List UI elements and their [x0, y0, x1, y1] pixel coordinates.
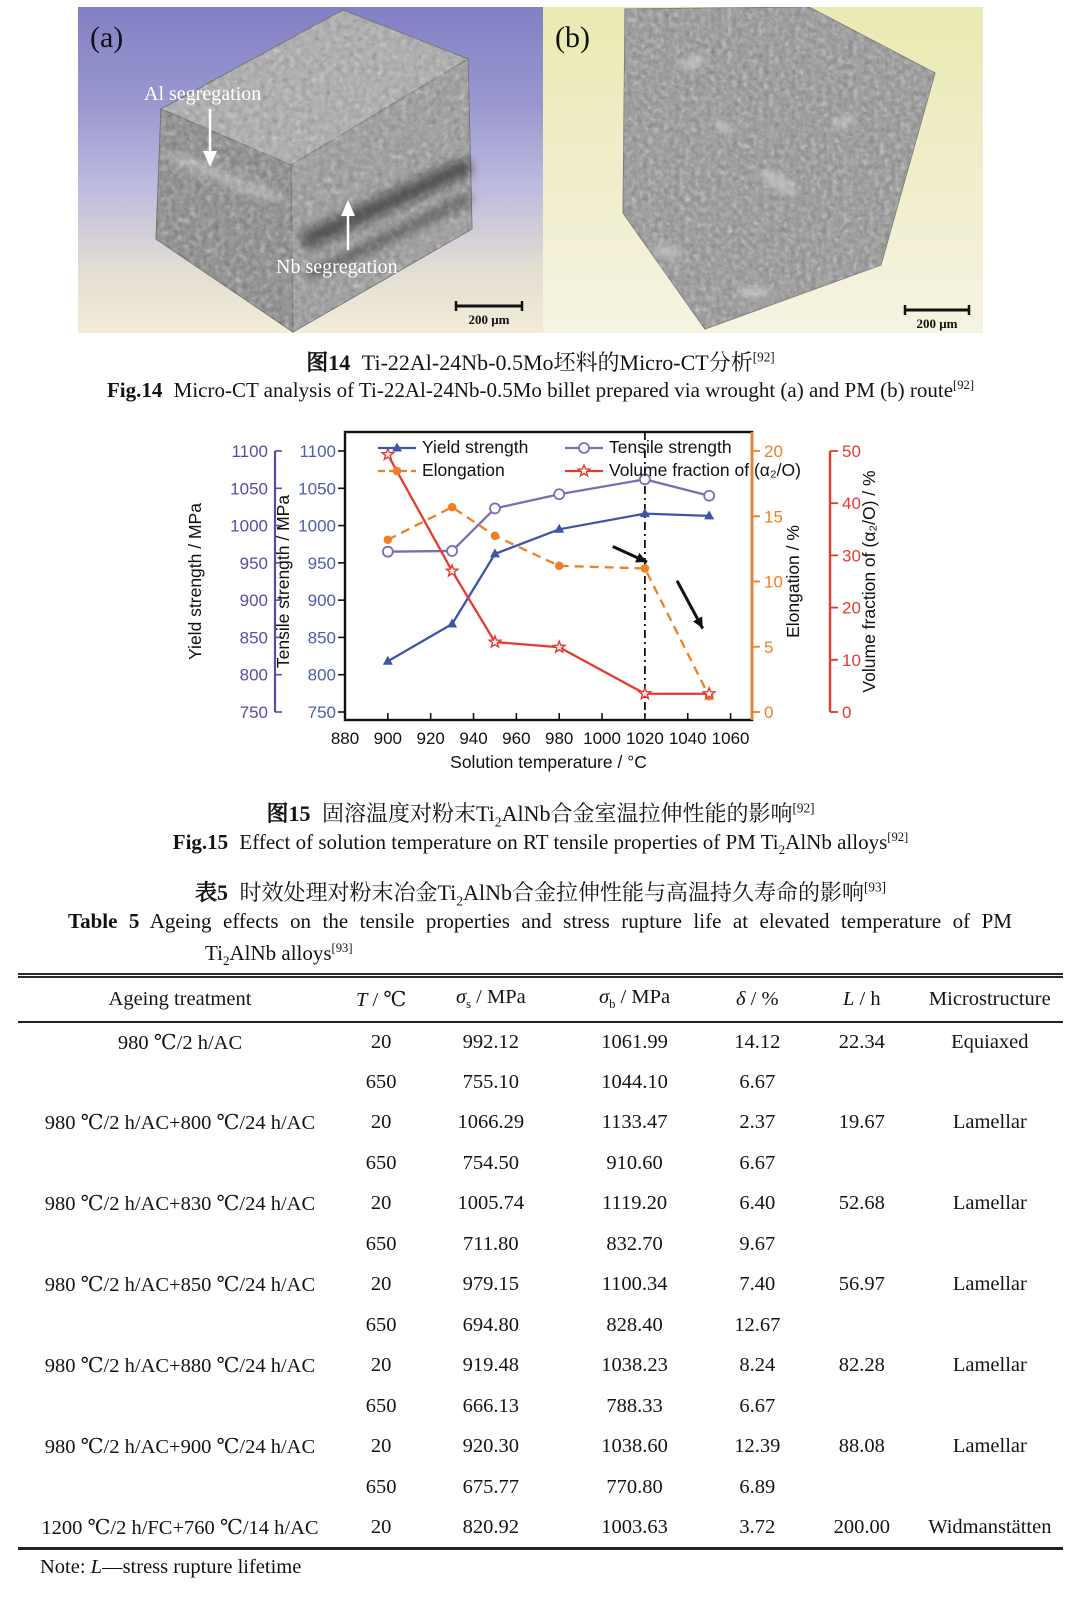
svg-text:1040: 1040 — [668, 729, 707, 748]
table-cell: 6.67 — [739, 1151, 776, 1174]
table-note: Note: L—stress rupture lifetime — [40, 1556, 302, 1578]
table-cell: 650 — [365, 1475, 397, 1498]
svg-text:950: 950 — [307, 553, 336, 573]
table-row — [18, 1386, 1063, 1427]
table-cell — [18, 1224, 342, 1265]
table-cell: 2.37 — [739, 1111, 776, 1134]
micro-ct-panel-a — [78, 7, 543, 333]
panel-a-tag: (a) — [90, 21, 124, 54]
table-cell: 1003.63 — [601, 1515, 668, 1538]
table-cell: 919.48 — [462, 1354, 520, 1377]
table-cell: 3.72 — [739, 1515, 776, 1538]
svg-text:1000: 1000 — [298, 516, 336, 536]
svg-text:0: 0 — [764, 703, 774, 722]
table-cell: 20 — [370, 1111, 392, 1134]
table-cell — [917, 1305, 1063, 1346]
table-cell: Equiaxed — [951, 1030, 1029, 1053]
table-cell: 52.68 — [838, 1192, 885, 1215]
table-cell: 20 — [370, 1030, 392, 1053]
table-cell: 980 ℃/2 h/AC+850 ℃/24 h/AC — [44, 1274, 316, 1297]
table-cell: Lamellar — [952, 1111, 1027, 1134]
table-cell: 711.80 — [463, 1232, 519, 1255]
table-cell — [807, 1305, 917, 1346]
fig15-caption-en: Fig.15 Effect of solution temperature on RT tensile properties of PM $Ti_2AlNb$ alloys[92] — [172, 830, 909, 858]
svg-text:1000: 1000 — [583, 729, 621, 748]
legend-item — [377, 437, 558, 458]
svg-text:1050: 1050 — [298, 479, 336, 499]
column-header: Microstructure — [928, 987, 1051, 1010]
scale-bar-b-label: 200 μm — [916, 316, 958, 331]
legend-label: Elongation — [422, 460, 505, 480]
table-cell: 9.67 — [739, 1232, 776, 1255]
chart-legend — [377, 437, 801, 481]
svg-text:15: 15 — [764, 507, 783, 527]
table-row — [18, 1305, 1063, 1346]
svg-text:10: 10 — [764, 572, 783, 592]
svg-text:940: 940 — [459, 729, 488, 748]
table-cell: 980 ℃/2 h/AC+900 ℃/24 h/AC — [44, 1436, 316, 1459]
svg-text:1050: 1050 — [230, 479, 268, 499]
svg-text:800: 800 — [239, 665, 268, 685]
table-row — [18, 1184, 1063, 1225]
table-cell — [18, 1386, 342, 1427]
table-cell: 12.39 — [734, 1435, 781, 1458]
fig15-caption-zh: 图15 固溶温度对粉末$Ti_2AlNb$合金室温拉伸性能的影响[92] — [266, 800, 815, 830]
table-cell: 992.12 — [462, 1030, 520, 1053]
svg-text:1020: 1020 — [625, 729, 664, 748]
table-row — [18, 1265, 1063, 1306]
table-header — [18, 976, 1063, 1022]
table-cell: 19.67 — [838, 1111, 885, 1134]
table-cell: 650 — [365, 1313, 397, 1336]
svg-text:Solution temperature / °C: Solution temperature / °C — [450, 752, 647, 772]
svg-text:950: 950 — [239, 553, 268, 573]
table-cell — [917, 1143, 1063, 1184]
table-cell: 675.77 — [462, 1475, 520, 1498]
table-cell: 1133.47 — [601, 1111, 668, 1134]
legend-label: Tensile strength — [609, 437, 732, 457]
table-cell: 22.34 — [838, 1030, 885, 1053]
table-cell: 650 — [365, 1070, 397, 1093]
svg-text:0: 0 — [842, 703, 852, 722]
table-cell: 1061.99 — [601, 1030, 668, 1053]
table-cell: 1005.74 — [457, 1192, 525, 1215]
fig14-caption-zh: 图14 Ti-22Al-24Nb-0.5Mo坯料的Micro-CT分析[92] — [306, 349, 775, 375]
svg-text:880: 880 — [330, 729, 360, 748]
svg-text:5: 5 — [764, 637, 774, 657]
svg-text:Tensile strength / MPa: Tensile strength / MPa — [273, 494, 293, 669]
table-cell: 920.30 — [462, 1435, 520, 1458]
table-cell: 980 ℃/2 h/AC+830 ℃/24 h/AC — [44, 1193, 316, 1216]
table-cell: 980 ℃/2 h/AC+880 ℃/24 h/AC — [44, 1355, 316, 1378]
table-cell: Lamellar — [952, 1354, 1027, 1377]
table-cell: 12.67 — [734, 1313, 781, 1336]
table-cell: 6.67 — [739, 1394, 776, 1417]
svg-text:920: 920 — [416, 729, 445, 748]
table-cell: 788.33 — [606, 1394, 663, 1417]
table-cell: 980 ℃/2 h/AC+800 ℃/24 h/AC — [44, 1112, 316, 1135]
table-cell: Widmanstätten — [928, 1515, 1052, 1538]
table-cell: 200.00 — [833, 1515, 890, 1538]
table-cell: 828.40 — [606, 1313, 663, 1336]
table5-caption-zh: 表5 时效处理对粉末冶金$Ti_2AlNb$合金拉伸性能与高温持久寿命的影响[93] — [195, 879, 886, 909]
table-row — [18, 1062, 1063, 1103]
table-cell — [18, 1305, 342, 1346]
table-cell: Lamellar — [952, 1273, 1027, 1296]
table-row — [18, 1143, 1063, 1184]
table-cell: 20 — [370, 1354, 392, 1377]
column-header: L / h — [842, 987, 881, 1010]
svg-text:960: 960 — [502, 729, 531, 748]
svg-text:Elongation / %: Elongation / % — [783, 525, 803, 638]
svg-text:30: 30 — [842, 546, 861, 566]
table-cell: 980 ℃/2 h/AC — [117, 1031, 243, 1054]
table-cell — [18, 1467, 342, 1508]
svg-text:800: 800 — [307, 665, 336, 685]
table-cell: 20 — [370, 1192, 392, 1215]
svg-text:750: 750 — [307, 703, 336, 722]
figure15-chart — [185, 424, 890, 776]
table-row — [18, 1427, 1063, 1468]
svg-text:50: 50 — [842, 442, 861, 461]
table-cell: 6.40 — [739, 1192, 776, 1215]
scale-bar-a-label: 200 μm — [468, 312, 510, 327]
table-row — [18, 1467, 1063, 1508]
column-header: Ageing treatment — [108, 987, 252, 1010]
table-cell — [917, 1224, 1063, 1265]
svg-text:1060: 1060 — [711, 729, 750, 748]
svg-text:40: 40 — [842, 494, 861, 514]
table-cell: 1038.60 — [601, 1435, 668, 1458]
table-cell: 770.80 — [606, 1475, 663, 1498]
table-cell: 20 — [370, 1515, 392, 1538]
table-cell: 650 — [365, 1151, 397, 1174]
nb-segregation-label: Nb segregation — [276, 256, 398, 278]
table-cell — [917, 1062, 1063, 1103]
svg-text:1100: 1100 — [299, 442, 336, 461]
fig14-caption-en: Fig.14 Micro-CT analysis of Ti-22Al-24Nb-0.5Mo billet prepared via wrought (a) and PM (b) route[92] — [106, 378, 975, 402]
column-header: δ / % — [736, 987, 779, 1010]
legend-label: Volume fraction of (α₂/O) — [609, 460, 801, 480]
svg-text:Volume fraction of (α₂/O) / %: Volume fraction of (α₂/O) / % — [859, 470, 879, 693]
svg-text:850: 850 — [307, 628, 336, 648]
column-header: T / ℃ — [355, 988, 407, 1011]
table-cell — [807, 1062, 917, 1103]
table-cell: 694.80 — [462, 1313, 520, 1336]
table-cell: 820.92 — [462, 1515, 520, 1538]
table-cell: 910.60 — [606, 1151, 663, 1174]
table-cell: 755.10 — [462, 1070, 520, 1093]
table-cell: 754.50 — [462, 1151, 520, 1174]
table-cell: 650 — [365, 1394, 397, 1417]
svg-text:980: 980 — [545, 729, 574, 748]
svg-text:750: 750 — [239, 703, 268, 722]
table-cell — [18, 1062, 342, 1103]
svg-text:900: 900 — [307, 591, 336, 611]
table-cell: 88.08 — [838, 1435, 885, 1458]
table-cell: 14.12 — [734, 1030, 781, 1053]
table-cell: 1044.10 — [601, 1070, 668, 1093]
table-cell: 7.40 — [739, 1273, 776, 1296]
table-cell: 6.67 — [739, 1070, 776, 1093]
legend-item — [564, 460, 801, 481]
legend-item — [564, 437, 801, 458]
svg-text:900: 900 — [373, 729, 403, 748]
column-header: $\sigma_b$ / MPa — [598, 986, 671, 1012]
table-cell — [807, 1224, 917, 1265]
table-cell: 666.13 — [462, 1394, 520, 1417]
table-row — [18, 1103, 1063, 1144]
table-cell: 1100.34 — [601, 1273, 668, 1296]
table-row — [18, 1022, 1063, 1063]
table-cell: 56.97 — [838, 1273, 885, 1296]
table-cell: 6.89 — [739, 1475, 776, 1498]
al-segregation-label: Al segregation — [144, 83, 262, 105]
table-cell — [917, 1386, 1063, 1427]
table5-caption-en-line2: $Ti_2AlNb$ alloys[93] — [205, 941, 353, 969]
table-cell: Lamellar — [952, 1192, 1027, 1215]
svg-text:10: 10 — [842, 650, 861, 670]
table-cell: 1066.29 — [457, 1111, 525, 1134]
table-cell: 8.24 — [739, 1354, 776, 1377]
table-cell — [807, 1386, 917, 1427]
table-cell: 979.15 — [462, 1273, 520, 1296]
table-cell — [807, 1143, 917, 1184]
table-row — [18, 1224, 1063, 1265]
ageing-effects-table — [18, 973, 1063, 1550]
table-cell: 650 — [365, 1232, 397, 1255]
table-cell: 1038.23 — [601, 1354, 668, 1377]
table-cell: 832.70 — [606, 1232, 663, 1255]
table-cell: 1119.20 — [601, 1192, 668, 1215]
svg-text:20: 20 — [764, 442, 783, 461]
svg-text:850: 850 — [239, 628, 268, 648]
table-cell — [807, 1467, 917, 1508]
column-header: $\sigma_s$ / MPa — [455, 986, 526, 1012]
table-cell: Lamellar — [952, 1435, 1027, 1458]
table-row — [18, 1508, 1063, 1549]
micro-ct-panel-b — [543, 7, 983, 333]
legend-label: Yield strength — [422, 437, 529, 457]
svg-text:1100: 1100 — [231, 442, 268, 461]
table-cell: 1200 ℃/2 h/FC+760 ℃/14 h/AC — [41, 1516, 319, 1539]
table-cell: 82.28 — [838, 1354, 885, 1377]
table-cell — [18, 1143, 342, 1184]
svg-text:1000: 1000 — [230, 516, 268, 536]
svg-text:900: 900 — [239, 591, 268, 611]
svg-text:Yield strength / MPa: Yield strength / MPa — [185, 503, 205, 660]
svg-text:20: 20 — [842, 598, 861, 618]
table-row — [18, 1346, 1063, 1387]
table-cell: 20 — [370, 1273, 392, 1296]
table5-caption-en-line1: Table 5 Ageing effects on the tensile properties and stress rupture life at elevated temperature of PM — [68, 909, 1012, 933]
table-cell — [917, 1467, 1063, 1508]
panel-b-tag: (b) — [555, 21, 590, 54]
table-cell: 20 — [370, 1435, 392, 1458]
legend-item — [377, 460, 558, 481]
